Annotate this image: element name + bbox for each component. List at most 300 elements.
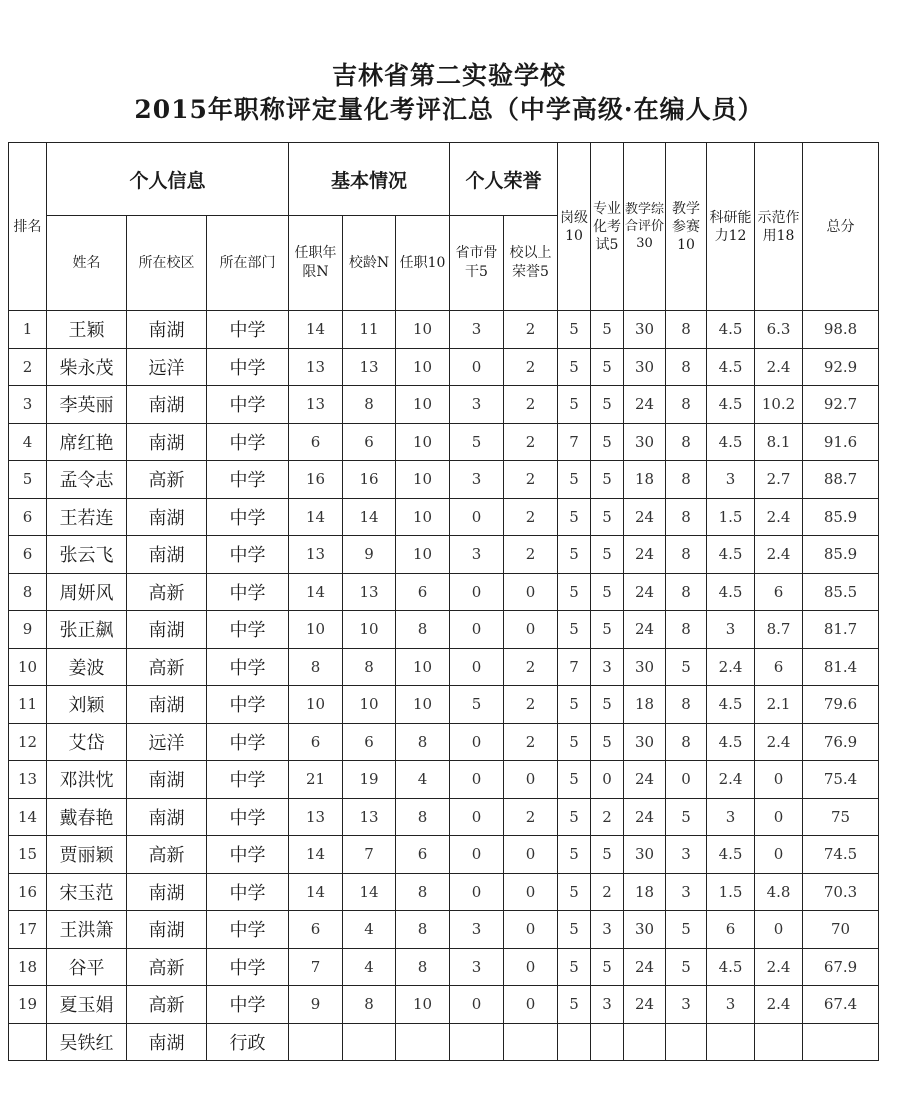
cell-research: 4.5 <box>707 723 755 761</box>
cell-school-age: 7 <box>343 836 396 874</box>
cell-teaching-eval: 30 <box>624 911 666 949</box>
cell-backbone: 0 <box>450 648 504 686</box>
cell-teaching-eval: 24 <box>624 986 666 1024</box>
cell-post: 6 <box>396 836 450 874</box>
header-campus: 所在校区 <box>127 216 207 311</box>
cell-dept: 中学 <box>207 948 289 986</box>
cell-position-level: 5 <box>558 461 591 499</box>
cell-school-age: 16 <box>343 461 396 499</box>
cell-school-age: 14 <box>343 873 396 911</box>
header-group-basic: 基本情况 <box>289 143 450 216</box>
cell-dept: 中学 <box>207 873 289 911</box>
cell-tenure: 6 <box>289 423 343 461</box>
cell-teaching-contest: 8 <box>666 461 707 499</box>
cell-position-level: 5 <box>558 986 591 1024</box>
cell-post: 8 <box>396 611 450 649</box>
cell-prof-exam: 5 <box>591 836 624 874</box>
cell-prof-exam <box>591 1023 624 1061</box>
cell-research: 4.5 <box>707 311 755 349</box>
cell-post: 8 <box>396 798 450 836</box>
cell-research <box>707 1023 755 1061</box>
cell-research: 4.5 <box>707 948 755 986</box>
cell-research: 3 <box>707 798 755 836</box>
cell-teaching-contest: 8 <box>666 611 707 649</box>
header-school-age: 校龄N <box>343 216 396 311</box>
cell-backbone: 3 <box>450 311 504 349</box>
cell-teaching-contest: 5 <box>666 798 707 836</box>
cell-total: 79.6 <box>803 686 879 724</box>
cell-total: 75 <box>803 798 879 836</box>
cell-name: 刘颖 <box>47 686 127 724</box>
cell-campus: 南湖 <box>127 423 207 461</box>
header-honor: 校以上荣誉5 <box>504 216 558 311</box>
cell-total: 75.4 <box>803 761 879 799</box>
cell-dept: 中学 <box>207 836 289 874</box>
cell-model-role: 8.1 <box>755 423 803 461</box>
cell-research: 3 <box>707 986 755 1024</box>
cell-teaching-contest: 3 <box>666 986 707 1024</box>
cell-honor: 2 <box>504 461 558 499</box>
cell-model-role: 2.7 <box>755 461 803 499</box>
cell-research: 4.5 <box>707 536 755 574</box>
cell-dept: 中学 <box>207 461 289 499</box>
cell-rank: 16 <box>9 873 47 911</box>
cell-post: 8 <box>396 948 450 986</box>
cell-rank: 1 <box>9 311 47 349</box>
cell-position-level: 5 <box>558 873 591 911</box>
cell-backbone: 0 <box>450 498 504 536</box>
cell-model-role: 2.4 <box>755 536 803 574</box>
cell-name: 王颖 <box>47 311 127 349</box>
cell-backbone: 0 <box>450 723 504 761</box>
cell-campus: 南湖 <box>127 1023 207 1061</box>
cell-dept: 中学 <box>207 536 289 574</box>
table-row <box>9 761 879 799</box>
cell-campus: 南湖 <box>127 798 207 836</box>
cell-teaching-eval: 18 <box>624 686 666 724</box>
cell-name: 戴春艳 <box>47 798 127 836</box>
cell-teaching-contest: 3 <box>666 836 707 874</box>
cell-school-age: 13 <box>343 798 396 836</box>
cell-dept: 中学 <box>207 686 289 724</box>
cell-total: 81.4 <box>803 648 879 686</box>
cell-prof-exam: 5 <box>591 498 624 536</box>
cell-tenure: 14 <box>289 498 343 536</box>
cell-tenure <box>289 1023 343 1061</box>
cell-rank: 15 <box>9 836 47 874</box>
cell-name: 周妍风 <box>47 573 127 611</box>
cell-name: 王若连 <box>47 498 127 536</box>
cell-honor: 0 <box>504 948 558 986</box>
table-body <box>9 311 879 1061</box>
cell-tenure: 14 <box>289 836 343 874</box>
cell-name: 柴永茂 <box>47 348 127 386</box>
cell-total: 98.8 <box>803 311 879 349</box>
cell-backbone: 0 <box>450 573 504 611</box>
cell-model-role: 4.8 <box>755 873 803 911</box>
cell-total: 70.3 <box>803 873 879 911</box>
cell-honor: 0 <box>504 573 558 611</box>
cell-total: 92.7 <box>803 386 879 424</box>
header-prof-exam: 专业化考试5 <box>591 143 624 311</box>
table-row <box>9 648 879 686</box>
cell-honor: 2 <box>504 311 558 349</box>
cell-campus: 南湖 <box>127 873 207 911</box>
cell-model-role: 2.4 <box>755 723 803 761</box>
cell-backbone: 0 <box>450 798 504 836</box>
cell-total: 81.7 <box>803 611 879 649</box>
cell-total: 88.7 <box>803 461 879 499</box>
cell-model-role: 8.7 <box>755 611 803 649</box>
cell-research: 4.5 <box>707 348 755 386</box>
cell-research: 3 <box>707 461 755 499</box>
cell-teaching-eval: 18 <box>624 873 666 911</box>
cell-model-role: 2.1 <box>755 686 803 724</box>
cell-research: 4.5 <box>707 386 755 424</box>
cell-rank: 17 <box>9 911 47 949</box>
cell-campus: 南湖 <box>127 611 207 649</box>
cell-rank: 5 <box>9 461 47 499</box>
cell-teaching-contest: 8 <box>666 348 707 386</box>
cell-prof-exam: 5 <box>591 948 624 986</box>
header-group-personal: 个人信息 <box>47 143 289 216</box>
cell-post: 10 <box>396 348 450 386</box>
cell-post: 10 <box>396 986 450 1024</box>
cell-prof-exam: 5 <box>591 611 624 649</box>
cell-dept: 中学 <box>207 573 289 611</box>
cell-school-age: 4 <box>343 948 396 986</box>
cell-dept: 中学 <box>207 423 289 461</box>
cell-campus: 南湖 <box>127 911 207 949</box>
header-post: 任职10 <box>396 216 450 311</box>
cell-teaching-contest: 5 <box>666 911 707 949</box>
cell-backbone: 0 <box>450 611 504 649</box>
cell-honor: 2 <box>504 648 558 686</box>
cell-campus: 远洋 <box>127 723 207 761</box>
cell-model-role <box>755 1023 803 1061</box>
cell-school-age: 6 <box>343 723 396 761</box>
cell-teaching-eval: 30 <box>624 348 666 386</box>
cell-tenure: 14 <box>289 873 343 911</box>
cell-honor: 2 <box>504 723 558 761</box>
score-table <box>8 142 879 1061</box>
cell-name: 孟令志 <box>47 461 127 499</box>
header-group-honor: 个人荣誉 <box>450 143 558 216</box>
cell-campus: 南湖 <box>127 498 207 536</box>
cell-honor: 2 <box>504 498 558 536</box>
cell-teaching-eval: 18 <box>624 461 666 499</box>
cell-tenure: 13 <box>289 798 343 836</box>
table-row <box>9 498 879 536</box>
table-row <box>9 948 879 986</box>
cell-campus: 高新 <box>127 836 207 874</box>
cell-position-level: 7 <box>558 423 591 461</box>
cell-position-level: 5 <box>558 311 591 349</box>
cell-teaching-contest: 8 <box>666 423 707 461</box>
cell-research: 4.5 <box>707 423 755 461</box>
cell-rank: 6 <box>9 498 47 536</box>
header-rank: 排名 <box>9 143 47 311</box>
cell-teaching-contest: 8 <box>666 536 707 574</box>
cell-teaching-eval: 24 <box>624 948 666 986</box>
cell-prof-exam: 5 <box>591 723 624 761</box>
cell-school-age: 14 <box>343 498 396 536</box>
cell-teaching-eval: 24 <box>624 798 666 836</box>
cell-post: 8 <box>396 873 450 911</box>
cell-school-age: 8 <box>343 986 396 1024</box>
cell-name: 吴铁红 <box>47 1023 127 1061</box>
cell-honor: 2 <box>504 423 558 461</box>
cell-backbone: 0 <box>450 873 504 911</box>
cell-model-role: 2.4 <box>755 348 803 386</box>
cell-research: 6 <box>707 911 755 949</box>
cell-backbone: 0 <box>450 986 504 1024</box>
cell-position-level: 5 <box>558 348 591 386</box>
cell-tenure: 10 <box>289 686 343 724</box>
header-tenure: 任职年限N <box>289 216 343 311</box>
cell-tenure: 14 <box>289 573 343 611</box>
cell-post: 6 <box>396 573 450 611</box>
cell-prof-exam: 3 <box>591 911 624 949</box>
cell-model-role: 0 <box>755 761 803 799</box>
table-row <box>9 723 879 761</box>
cell-prof-exam: 5 <box>591 423 624 461</box>
page-subtitle: 2015年职称评定量化考评汇总（中学高级·在编人员） <box>134 95 764 124</box>
cell-total: 91.6 <box>803 423 879 461</box>
cell-teaching-eval: 24 <box>624 573 666 611</box>
cell-position-level: 5 <box>558 911 591 949</box>
cell-dept: 中学 <box>207 386 289 424</box>
cell-name: 李英丽 <box>47 386 127 424</box>
cell-total: 70 <box>803 911 879 949</box>
cell-rank: 6 <box>9 536 47 574</box>
cell-prof-exam: 5 <box>591 311 624 349</box>
cell-honor: 0 <box>504 836 558 874</box>
cell-honor: 2 <box>504 798 558 836</box>
cell-tenure: 7 <box>289 948 343 986</box>
cell-dept: 行政 <box>207 1023 289 1061</box>
cell-name: 邓洪忱 <box>47 761 127 799</box>
cell-honor: 2 <box>504 348 558 386</box>
cell-tenure: 14 <box>289 311 343 349</box>
cell-teaching-eval: 24 <box>624 498 666 536</box>
cell-research: 4.5 <box>707 686 755 724</box>
cell-post: 10 <box>396 648 450 686</box>
cell-rank: 2 <box>9 348 47 386</box>
cell-teaching-contest <box>666 1023 707 1061</box>
cell-teaching-contest: 0 <box>666 761 707 799</box>
header-name: 姓名 <box>47 216 127 311</box>
header-position-level: 岗级10 <box>558 143 591 311</box>
cell-tenure: 16 <box>289 461 343 499</box>
cell-name: 张正飙 <box>47 611 127 649</box>
table-row <box>9 386 879 424</box>
cell-model-role: 0 <box>755 911 803 949</box>
cell-teaching-eval: 30 <box>624 311 666 349</box>
cell-model-role: 6 <box>755 573 803 611</box>
cell-teaching-eval: 30 <box>624 648 666 686</box>
table-row <box>9 461 879 499</box>
cell-school-age <box>343 1023 396 1061</box>
cell-post: 10 <box>396 536 450 574</box>
header-total: 总分 <box>803 143 879 311</box>
cell-name: 张云飞 <box>47 536 127 574</box>
table-row <box>9 573 879 611</box>
cell-rank: 4 <box>9 423 47 461</box>
cell-research: 2.4 <box>707 648 755 686</box>
cell-total: 92.9 <box>803 348 879 386</box>
cell-prof-exam: 3 <box>591 648 624 686</box>
cell-campus: 南湖 <box>127 311 207 349</box>
cell-post: 10 <box>396 686 450 724</box>
cell-research: 4.5 <box>707 836 755 874</box>
cell-school-age: 4 <box>343 911 396 949</box>
table-row <box>9 911 879 949</box>
cell-total: 85.9 <box>803 498 879 536</box>
cell-dept: 中学 <box>207 498 289 536</box>
cell-campus: 高新 <box>127 648 207 686</box>
cell-campus: 南湖 <box>127 386 207 424</box>
cell-position-level: 5 <box>558 573 591 611</box>
cell-campus: 高新 <box>127 461 207 499</box>
cell-rank: 10 <box>9 648 47 686</box>
cell-tenure: 6 <box>289 911 343 949</box>
cell-prof-exam: 5 <box>591 573 624 611</box>
cell-rank: 9 <box>9 611 47 649</box>
cell-prof-exam: 5 <box>591 461 624 499</box>
cell-teaching-eval: 24 <box>624 761 666 799</box>
cell-teaching-eval <box>624 1023 666 1061</box>
cell-teaching-contest: 8 <box>666 723 707 761</box>
cell-teaching-eval: 30 <box>624 723 666 761</box>
cell-rank: 3 <box>9 386 47 424</box>
cell-research: 3 <box>707 611 755 649</box>
cell-backbone: 5 <box>450 423 504 461</box>
cell-model-role: 0 <box>755 836 803 874</box>
cell-teaching-contest: 8 <box>666 573 707 611</box>
cell-rank: 11 <box>9 686 47 724</box>
cell-tenure: 8 <box>289 648 343 686</box>
cell-prof-exam: 5 <box>591 536 624 574</box>
table-row <box>9 1023 879 1061</box>
cell-campus: 南湖 <box>127 761 207 799</box>
cell-name: 席红艳 <box>47 423 127 461</box>
cell-total <box>803 1023 879 1061</box>
cell-honor: 2 <box>504 386 558 424</box>
cell-tenure: 6 <box>289 723 343 761</box>
header-dept: 所在部门 <box>207 216 289 311</box>
cell-total: 67.4 <box>803 986 879 1024</box>
cell-campus: 高新 <box>127 573 207 611</box>
cell-post: 10 <box>396 386 450 424</box>
cell-position-level: 5 <box>558 498 591 536</box>
cell-prof-exam: 2 <box>591 798 624 836</box>
cell-teaching-contest: 8 <box>666 498 707 536</box>
cell-teaching-contest: 5 <box>666 648 707 686</box>
cell-school-age: 9 <box>343 536 396 574</box>
cell-honor: 0 <box>504 761 558 799</box>
cell-rank: 19 <box>9 986 47 1024</box>
cell-tenure: 9 <box>289 986 343 1024</box>
page-title: 吉林省第二实验学校 <box>331 61 566 90</box>
cell-honor: 2 <box>504 686 558 724</box>
cell-research: 2.4 <box>707 761 755 799</box>
cell-position-level: 5 <box>558 686 591 724</box>
cell-dept: 中学 <box>207 761 289 799</box>
cell-backbone: 0 <box>450 348 504 386</box>
cell-teaching-eval: 30 <box>624 836 666 874</box>
cell-backbone: 3 <box>450 911 504 949</box>
cell-backbone: 3 <box>450 948 504 986</box>
cell-dept: 中学 <box>207 611 289 649</box>
cell-campus: 远洋 <box>127 348 207 386</box>
cell-tenure: 10 <box>289 611 343 649</box>
cell-teaching-contest: 5 <box>666 948 707 986</box>
cell-model-role: 2.4 <box>755 498 803 536</box>
cell-name: 王洪箫 <box>47 911 127 949</box>
cell-tenure: 21 <box>289 761 343 799</box>
cell-prof-exam: 5 <box>591 686 624 724</box>
cell-school-age: 8 <box>343 386 396 424</box>
header-backbone: 省市骨干5 <box>450 216 504 311</box>
cell-rank: 18 <box>9 948 47 986</box>
cell-dept: 中学 <box>207 986 289 1024</box>
cell-research: 1.5 <box>707 873 755 911</box>
header-teaching-contest: 教学参赛10 <box>666 143 707 311</box>
cell-post: 4 <box>396 761 450 799</box>
cell-prof-exam: 0 <box>591 761 624 799</box>
cell-campus: 高新 <box>127 948 207 986</box>
cell-school-age: 13 <box>343 573 396 611</box>
cell-school-age: 11 <box>343 311 396 349</box>
cell-position-level: 5 <box>558 386 591 424</box>
cell-rank: 13 <box>9 761 47 799</box>
cell-school-age: 6 <box>343 423 396 461</box>
cell-post: 8 <box>396 723 450 761</box>
cell-model-role: 6.3 <box>755 311 803 349</box>
cell-total: 74.5 <box>803 836 879 874</box>
cell-honor: 0 <box>504 873 558 911</box>
cell-tenure: 13 <box>289 348 343 386</box>
cell-position-level: 5 <box>558 836 591 874</box>
table-row <box>9 986 879 1024</box>
cell-model-role: 10.2 <box>755 386 803 424</box>
header-research: 科研能力12 <box>707 143 755 311</box>
cell-research: 1.5 <box>707 498 755 536</box>
cell-rank: 8 <box>9 573 47 611</box>
cell-teaching-eval: 30 <box>624 423 666 461</box>
cell-backbone: 5 <box>450 686 504 724</box>
cell-school-age: 8 <box>343 648 396 686</box>
cell-dept: 中学 <box>207 798 289 836</box>
cell-name: 宋玉范 <box>47 873 127 911</box>
table-row <box>9 423 879 461</box>
cell-dept: 中学 <box>207 911 289 949</box>
cell-total: 67.9 <box>803 948 879 986</box>
cell-backbone: 0 <box>450 761 504 799</box>
cell-name: 艾岱 <box>47 723 127 761</box>
cell-total: 85.9 <box>803 536 879 574</box>
cell-name: 谷平 <box>47 948 127 986</box>
cell-name: 贾丽颖 <box>47 836 127 874</box>
cell-position-level: 5 <box>558 536 591 574</box>
cell-campus: 南湖 <box>127 686 207 724</box>
cell-honor: 2 <box>504 536 558 574</box>
cell-dept: 中学 <box>207 311 289 349</box>
cell-post: 8 <box>396 911 450 949</box>
cell-teaching-eval: 24 <box>624 386 666 424</box>
cell-school-age: 19 <box>343 761 396 799</box>
